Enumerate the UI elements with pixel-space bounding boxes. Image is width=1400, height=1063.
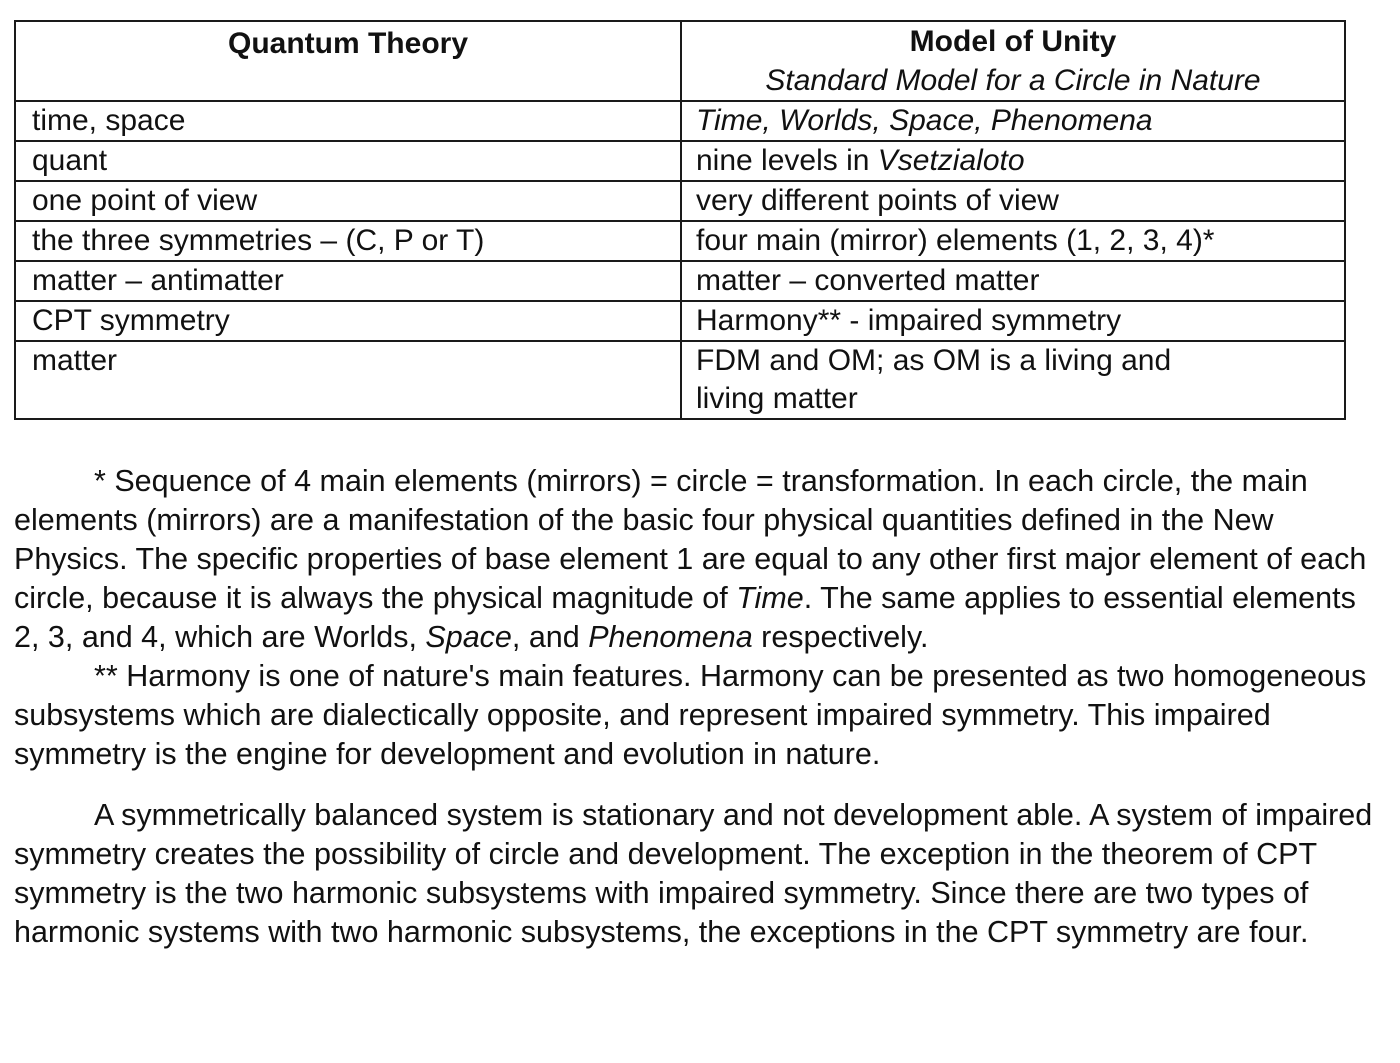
table-row xyxy=(15,261,1345,301)
footnote-1-text-c: , and xyxy=(511,620,589,654)
cell-left: quant xyxy=(15,141,681,181)
cell-left: CPT symmetry xyxy=(15,301,681,341)
footnote-double-star: ** Harmony is one of nature's main features. Harmony can be presented as two homogeneous subsystems which are dialectically opposite, and represent impaired symmetry. This impaired symmetry is the engine for development and evolution in nature. xyxy=(14,659,1367,771)
cell-right: matter – converted matter xyxy=(681,261,1345,301)
cell-right: Time, Worlds, Space, Phenomena xyxy=(681,101,1345,141)
table-row xyxy=(15,181,1345,221)
table-row xyxy=(15,101,1345,141)
table-row xyxy=(15,341,1345,419)
footnote-1-phenomena: Phenomena xyxy=(588,620,753,654)
cell-left: matter xyxy=(15,341,681,419)
footnotes xyxy=(14,462,1389,952)
cell-right-italic: Vsetzialoto xyxy=(877,144,1025,177)
header-left-title: Quantum Theory xyxy=(227,27,468,60)
cell-right: Harmony** - impaired symmetry xyxy=(681,301,1345,341)
table-row xyxy=(15,221,1345,261)
comparison-table xyxy=(14,20,1346,420)
cell-right-line-1: FDM and OM; as OM is a living and xyxy=(696,344,1172,377)
header-model-of-unity xyxy=(681,21,1345,101)
footnote-1-space: Space xyxy=(425,620,512,654)
footnote-1-text-a: * Sequence of 4 main elements (mirrors) = circle = transformation. In each circle, the main elements (mirrors) are a manifestation of the basic four physical quantities defined in the New Physics. The specific properties of base element 1 are equal to any other first major element of each circle, because it is always the physical magnitude of xyxy=(14,464,1367,615)
header-quantum-theory xyxy=(15,21,681,101)
footnote-1-text-d: respectively. xyxy=(752,620,929,654)
cell-right-text: nine levels in xyxy=(696,144,878,177)
cell-right xyxy=(681,341,1345,419)
cell-right: four main (mirror) elements (1, 2, 3, 4)* xyxy=(681,221,1345,261)
cell-right: very different points of view xyxy=(681,181,1345,221)
header-right-subtitle: Standard Model for a Circle in Nature xyxy=(765,64,1261,97)
table-row xyxy=(15,301,1345,341)
cell-left: the three symmetries – (C, P or T) xyxy=(15,221,681,261)
table-row xyxy=(15,141,1345,181)
cell-left: matter – antimatter xyxy=(15,261,681,301)
footnote-single-star xyxy=(14,462,1389,657)
table-header-row xyxy=(15,21,1345,101)
header-right-title: Model of Unity xyxy=(909,25,1117,58)
cell-left: one point of view xyxy=(15,181,681,221)
footnote-1-text-b: . The same applies to essential elements 2, 3, and 4, which are Worlds, xyxy=(14,581,1356,654)
cell-right-line-2: living matter xyxy=(696,382,858,415)
cell-left: time, space xyxy=(15,101,681,141)
footnote-1-time: Time xyxy=(736,581,804,615)
closing-paragraph: A symmetrically balanced system is stationary and not development able. A system of impaired symmetry creates the possibility of circle and development. The exception in the theorem of CPT symmetry is the two harmonic subsystems with impaired symmetry. Since there are two types of harmonic systems with two harmonic subsystems, the exceptions in the CPT symmetry are four. xyxy=(14,798,1373,949)
cell-right xyxy=(681,141,1345,181)
